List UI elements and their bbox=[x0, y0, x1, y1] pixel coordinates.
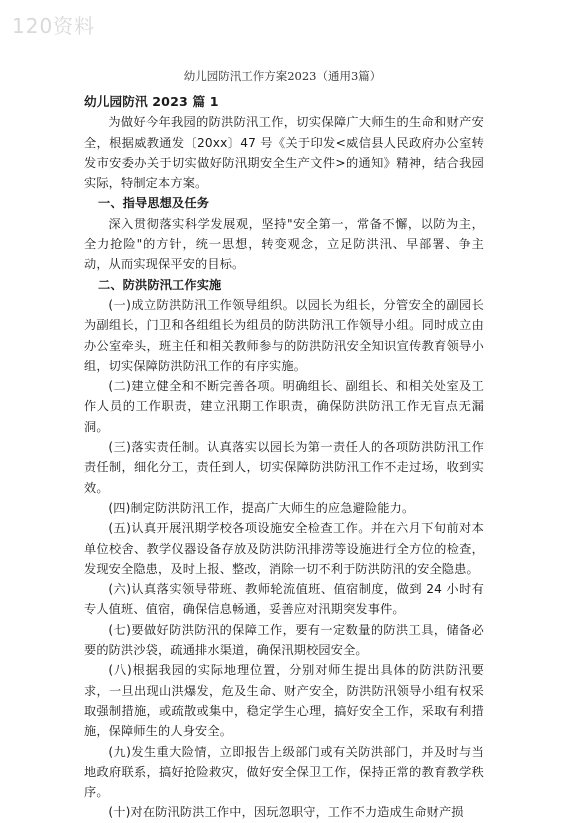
list-item: (二)建立健全和不断完善各项。明确组长、副组长、和相关处室及工作人员的工作职责，建立汛期工作职责，确保防洪防汛工作无盲点无漏洞。 bbox=[84, 379, 484, 434]
section-title-guiding: 一、指导思想及任务 bbox=[98, 196, 210, 211]
list-item: (十)对在防汛防洪工作中，因玩忽职守，工作不力造成生命财产损 bbox=[108, 805, 464, 820]
list-item: (四)制定防洪防汛工作，提高广大师生的应急避险能力。 bbox=[108, 500, 415, 515]
watermark-logo: 120资料 bbox=[12, 14, 96, 38]
list-item: (七)要做好防洪防汛的保障工作，要有一定数量的防洪工具，储备必要的防洪沙袋，疏通排水渠道，确保汛期校园安全。 bbox=[84, 622, 484, 658]
section-heading: 幼儿园防汛 2023 篇 1 bbox=[84, 94, 219, 109]
intro-paragraph: 为做好今年我园的防洪防汛工作，切实保障广大师生的生命和财产安全，根据威教通发〔20xx〕47 号《关于印发<威信县人民政府办公室转发市安委办关于切实做好防汛期安全生产文件>的通知》精神，结合我园实际，特制定本方案。 bbox=[84, 115, 484, 191]
list-item: (八)根据我园的实际地理位置，分别对师生提出具体的防洪防汛要求，一旦出现山洪爆发，危及生命、财产安全，防洪防汛领导小组有权采取强制措施，或疏散或集中，稳定学生心理，搞好安全工作，采取有利措施，保障师生的人身安全。 bbox=[84, 663, 484, 739]
list-item: (一)成立防洪防汛工作领导组织。以园长为组长，分管安全的副园长为副组长，门卫和各组组长为组员的防洪防汛工作领导小组。同时成立由办公室牵头，班主任和相关教师参与的防洪防汛安全知识宣传教育领导小组，切实保障防洪防汛工作的有序实施。 bbox=[84, 297, 484, 373]
guiding-paragraph: 深入贯彻落实科学发展观，坚持"安全第一，常备不懈，以防为主，全力抢险"的方针，统一思想，转变观念，立足防洪汛、早部署、争主动，从而实现保平安的目标。 bbox=[84, 216, 484, 272]
section-title-implementation: 二、防洪防汛工作实施 bbox=[98, 277, 222, 292]
list-item: (五)认真开展汛期学校各项设施安全检查工作。并在六月下旬前对本单位校舍、教学仪器设备存放及防洪防汛排涝等设施进行全方位的检查，发现安全隐患，及时上报、整改，消除一切不利于防洪防汛的安全隐患。 bbox=[84, 521, 484, 576]
document-body bbox=[84, 92, 484, 823]
list-item: (九)发生重大险情，立即报告上级部门或有关防洪部门，并及时与当地政府联系，搞好抢险救灾，做好安全保卫工作，保持正常的教育教学秩序。 bbox=[84, 744, 484, 800]
list-item: (三)落实责任制。认真落实以园长为第一责任人的各项防洪防汛工作责任制，细化分工，责任到人，切实保障防洪防汛工作不走过场，收到实效。 bbox=[84, 440, 484, 495]
document-title: 幼儿园防汛工作方案2023（通用3篇） bbox=[183, 69, 382, 83]
list-item: (六)认真落实领导带班、教师轮流值班、值宿制度，做到 24 小时有专人值班、值宿，确保信息畅通，妥善应对汛期突发事件。 bbox=[84, 582, 484, 617]
